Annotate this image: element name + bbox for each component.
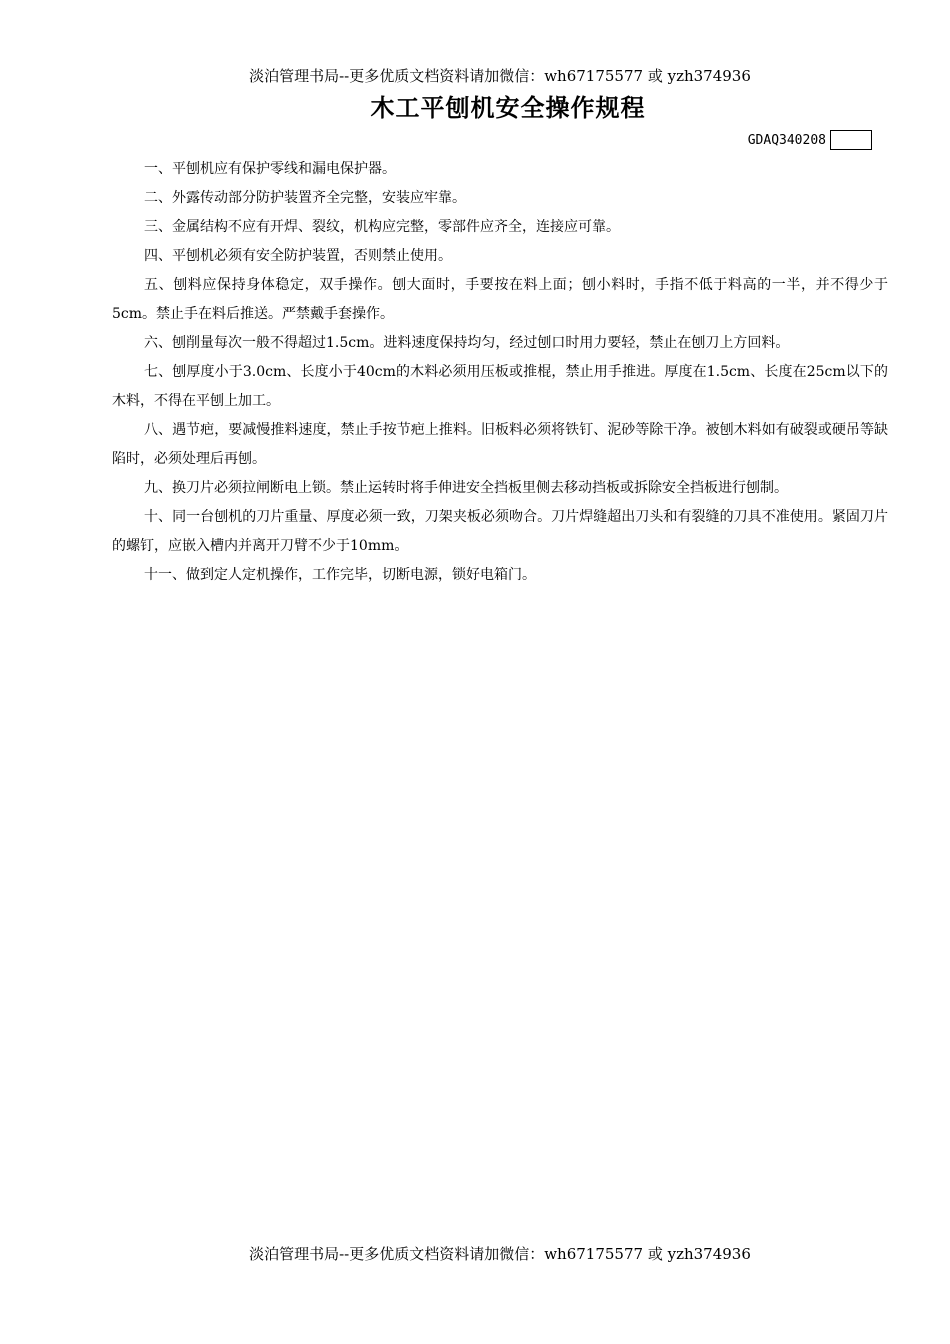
- clause-7: 七、刨厚度小于3.0cm、长度小于40cm的木料必须用压板或推棍，禁止用手推进。厚度在1.5cm、长度在25cm以下的木料，不得在平刨上加工。: [112, 364, 888, 409]
- footer-note: 淡泊管理书局--更多优质文档资料请加微信：wh67175577 或 yzh374936: [249, 1245, 751, 1263]
- doc-code-box: [830, 130, 872, 150]
- doc-code: GDAQ340208: [747, 132, 826, 148]
- clause-list: [112, 155, 888, 590]
- clause-2: 二、外露传动部分防护装置齐全完整，安装应牢靠。: [144, 190, 466, 206]
- clause-9: 九、换刀片必须拉闸断电上锁。禁止运转时将手伸进安全挡板里侧去移动挡板或拆除安全挡板进行刨制。: [144, 480, 788, 496]
- clause-5: 五、刨料应保持身体稳定，双手操作。刨大面时，手要按在料上面；刨小料时，手指不低于料高的一半，并不得少于5cm。禁止手在料后推送。严禁戴手套操作。: [112, 277, 888, 322]
- header-note: 淡泊管理书局--更多优质文档资料请加微信：wh67175577 或 yzh374936: [249, 67, 751, 85]
- clause-8: 八、遇节疤，要减慢推料速度，禁止手按节疤上推料。旧板料必须将铁钉、泥砂等除干净。被刨木料如有破裂或硬吊等缺陷时，必须处理后再刨。: [112, 422, 888, 467]
- clause-4: 四、平刨机必须有安全防护装置，否则禁止使用。: [144, 248, 452, 264]
- page-title: 木工平刨机安全操作规程: [370, 94, 646, 122]
- clause-3: 三、金属结构不应有开焊、裂纹，机构应完整，零部件应齐全，连接应可靠。: [144, 219, 620, 235]
- clause-1: 一、平刨机应有保护零线和漏电保护器。: [144, 161, 396, 177]
- doc-code-row: [748, 128, 872, 152]
- clause-10: 十、同一台刨机的刀片重量、厚度必须一致，刀架夹板必须吻合。刀片焊缝超出刀头和有裂缝的刀具不准使用。紧固刀片的螺钉，应嵌入槽内并离开刀臂不少于10mm。: [112, 509, 888, 554]
- clause-11: 十一、做到定人定机操作，工作完毕，切断电源，锁好电箱门。: [144, 567, 536, 583]
- clause-6: 六、刨削量每次一般不得超过1.5cm。进料速度保持均匀，经过刨口时用力要轻，禁止在刨刀上方回料。: [144, 335, 790, 351]
